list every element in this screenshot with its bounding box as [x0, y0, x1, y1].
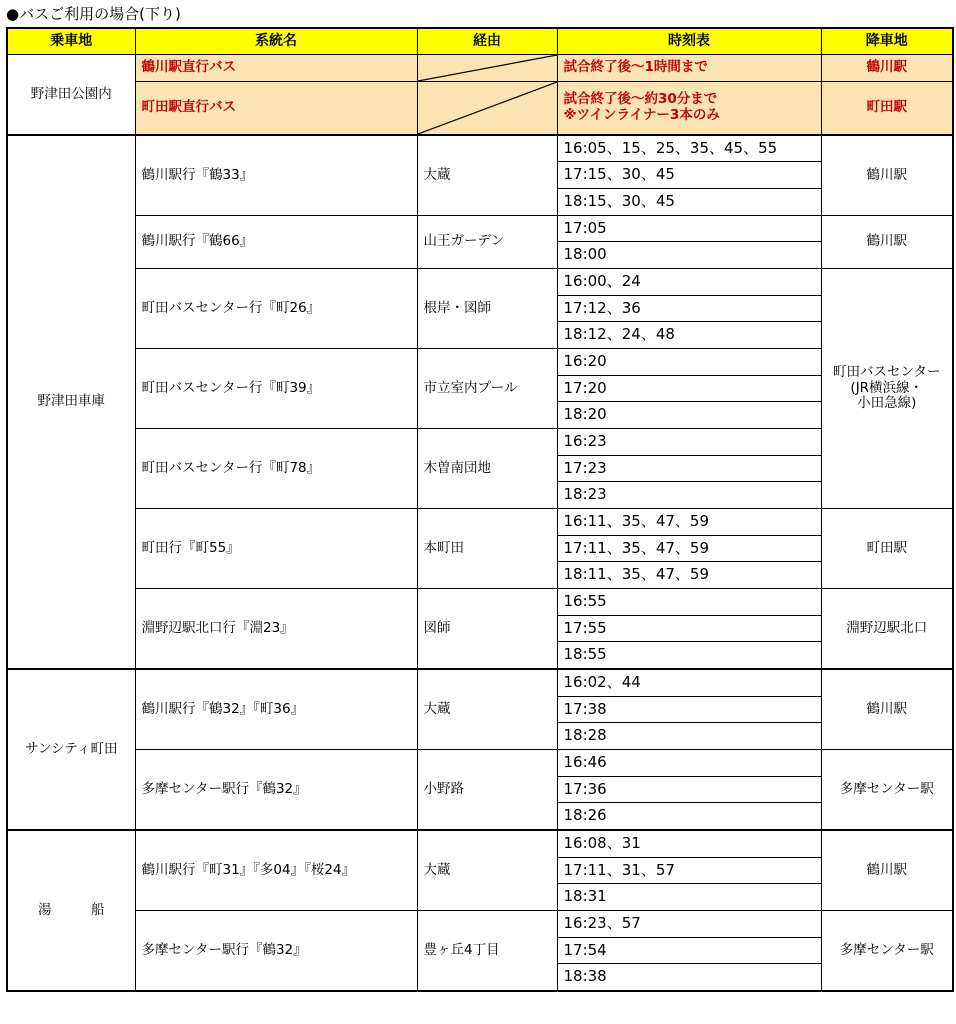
route-name: 淵野辺駅北口行『淵23』	[135, 589, 417, 670]
route-name: 鶴川駅行『町31』『多04』『桜24』	[135, 830, 417, 911]
alighting-stop: 町田駅	[821, 509, 953, 589]
via-stop: 大蔵	[417, 669, 557, 750]
timetable-cell: 18:20	[557, 402, 821, 429]
via-stop: 図師	[417, 589, 557, 670]
timetable-cell: 試合終了後～1時間まで	[557, 55, 821, 82]
timetable-cell: 18:00	[557, 242, 821, 269]
timetable-cell: 17:12、36	[557, 296, 821, 322]
via-stop: 市立室内プール	[417, 349, 557, 429]
route-name: 町田駅直行バス	[135, 82, 417, 136]
timetable-cell: 16:23	[557, 429, 821, 456]
route-name: 町田バスセンター行『町26』	[135, 269, 417, 349]
header-boarding-stop: 乗車地	[7, 28, 135, 55]
timetable-cell: 16:23、57	[557, 911, 821, 938]
route-name: 多摩センター駅行『鶴32』	[135, 750, 417, 831]
route-name: 鶴川駅行『鶴66』	[135, 216, 417, 269]
boarding-stop: 野津田車庫	[7, 135, 135, 669]
boarding-stop: 野津田公園内	[7, 55, 135, 136]
timetable-cell: 16:46	[557, 750, 821, 777]
alighting-stop: 町田駅	[821, 82, 953, 136]
timetable-cell: 17:11、35、47、59	[557, 536, 821, 562]
timetable-cell: 17:11、31、57	[557, 858, 821, 884]
alighting-stop-line: 町田バスセンター	[833, 364, 941, 381]
boarding-stop: サンシティ町田	[7, 669, 135, 830]
via-stop: 山王ガーデン	[417, 216, 557, 269]
route-name: 多摩センター駅行『鶴32』	[135, 911, 417, 992]
timetable-cell: 17:23	[557, 456, 821, 482]
header-alighting-stop: 降車地	[821, 28, 953, 55]
timetable-cell: 18:23	[557, 482, 821, 509]
timetable-cell: 16:05、15、25、35、45、55	[557, 135, 821, 162]
timetable-cell: 16:11、35、47、59	[557, 509, 821, 536]
via-stop: 根岸・図師	[417, 269, 557, 349]
via-stop: 大蔵	[417, 830, 557, 911]
via-stop: 木曽南団地	[417, 429, 557, 509]
alighting-stop: 多摩センター駅	[821, 911, 953, 992]
header-timetable: 時刻表	[557, 28, 821, 55]
alighting-stop: 淵野辺駅北口	[821, 589, 953, 670]
timetable-cell: 16:00、24	[557, 269, 821, 296]
timetable-cell	[557, 82, 821, 136]
route-name: 町田バスセンター行『町78』	[135, 429, 417, 509]
timetable-cell: 18:11、35、47、59	[557, 562, 821, 589]
timetable-cell: 18:12、24、48	[557, 322, 821, 349]
alighting-stop	[821, 269, 953, 509]
diagonal-line-icon	[418, 82, 557, 134]
timetable-cell: 16:55	[557, 589, 821, 616]
timetable-cell: 17:38	[557, 697, 821, 723]
route-name: 町田行『町55』	[135, 509, 417, 589]
route-name: 鶴川駅行『鶴32』『町36』	[135, 669, 417, 750]
boarding-stop	[7, 830, 135, 991]
via-stop: 大蔵	[417, 135, 557, 216]
page-title: ●バスご利用の場合(下り)	[6, 5, 181, 23]
timetable-cell: 17:05	[557, 216, 821, 242]
alighting-stop-line: 小田急線)	[857, 395, 917, 412]
timetable-cell: 18:26	[557, 803, 821, 831]
via-stop: 豊ヶ丘4丁目	[417, 911, 557, 992]
route-name: 町田バスセンター行『町39』	[135, 349, 417, 429]
route-name: 鶴川駅行『鶴33』	[135, 135, 417, 216]
timetable-cell: 18:55	[557, 642, 821, 670]
route-name: 鶴川駅直行バス	[135, 55, 417, 82]
boarding-stop-char: 船	[91, 901, 105, 918]
alighting-stop: 鶴川駅	[821, 135, 953, 216]
timetable-cell: 17:20	[557, 376, 821, 402]
timetable-cell: 16:08、31	[557, 830, 821, 858]
timetable-cell: 16:20	[557, 349, 821, 376]
timetable-cell: 16:02、44	[557, 669, 821, 697]
timetable-cell: 18:31	[557, 884, 821, 911]
header-route: 系統名	[135, 28, 417, 55]
alighting-stop: 鶴川駅	[821, 55, 953, 82]
alighting-stop: 鶴川駅	[821, 830, 953, 911]
timetable-cell: 17:54	[557, 938, 821, 964]
alighting-stop: 鶴川駅	[821, 669, 953, 750]
bus-timetable	[6, 27, 954, 992]
via-none	[417, 55, 557, 82]
boarding-stop-char: 湯	[38, 901, 52, 918]
timetable-cell: 17:55	[557, 616, 821, 642]
alighting-stop-line: (JR横浜線・	[850, 379, 924, 396]
via-stop: 本町田	[417, 509, 557, 589]
timetable-line: 試合終了後～約30分まで	[563, 91, 718, 108]
header-via: 経由	[417, 28, 557, 55]
timetable-cell: 17:15、30、45	[557, 162, 821, 189]
via-none	[417, 82, 557, 136]
timetable-cell: 18:15、30、45	[557, 189, 821, 216]
alighting-stop: 多摩センター駅	[821, 750, 953, 831]
timetable-cell: 18:28	[557, 723, 821, 750]
timetable-line: ※ツインライナー3本のみ	[563, 107, 720, 123]
timetable-cell: 18:38	[557, 964, 821, 992]
diagonal-line-icon	[418, 55, 557, 81]
timetable-cell: 17:36	[557, 777, 821, 803]
via-stop: 小野路	[417, 750, 557, 831]
alighting-stop: 鶴川駅	[821, 216, 953, 269]
